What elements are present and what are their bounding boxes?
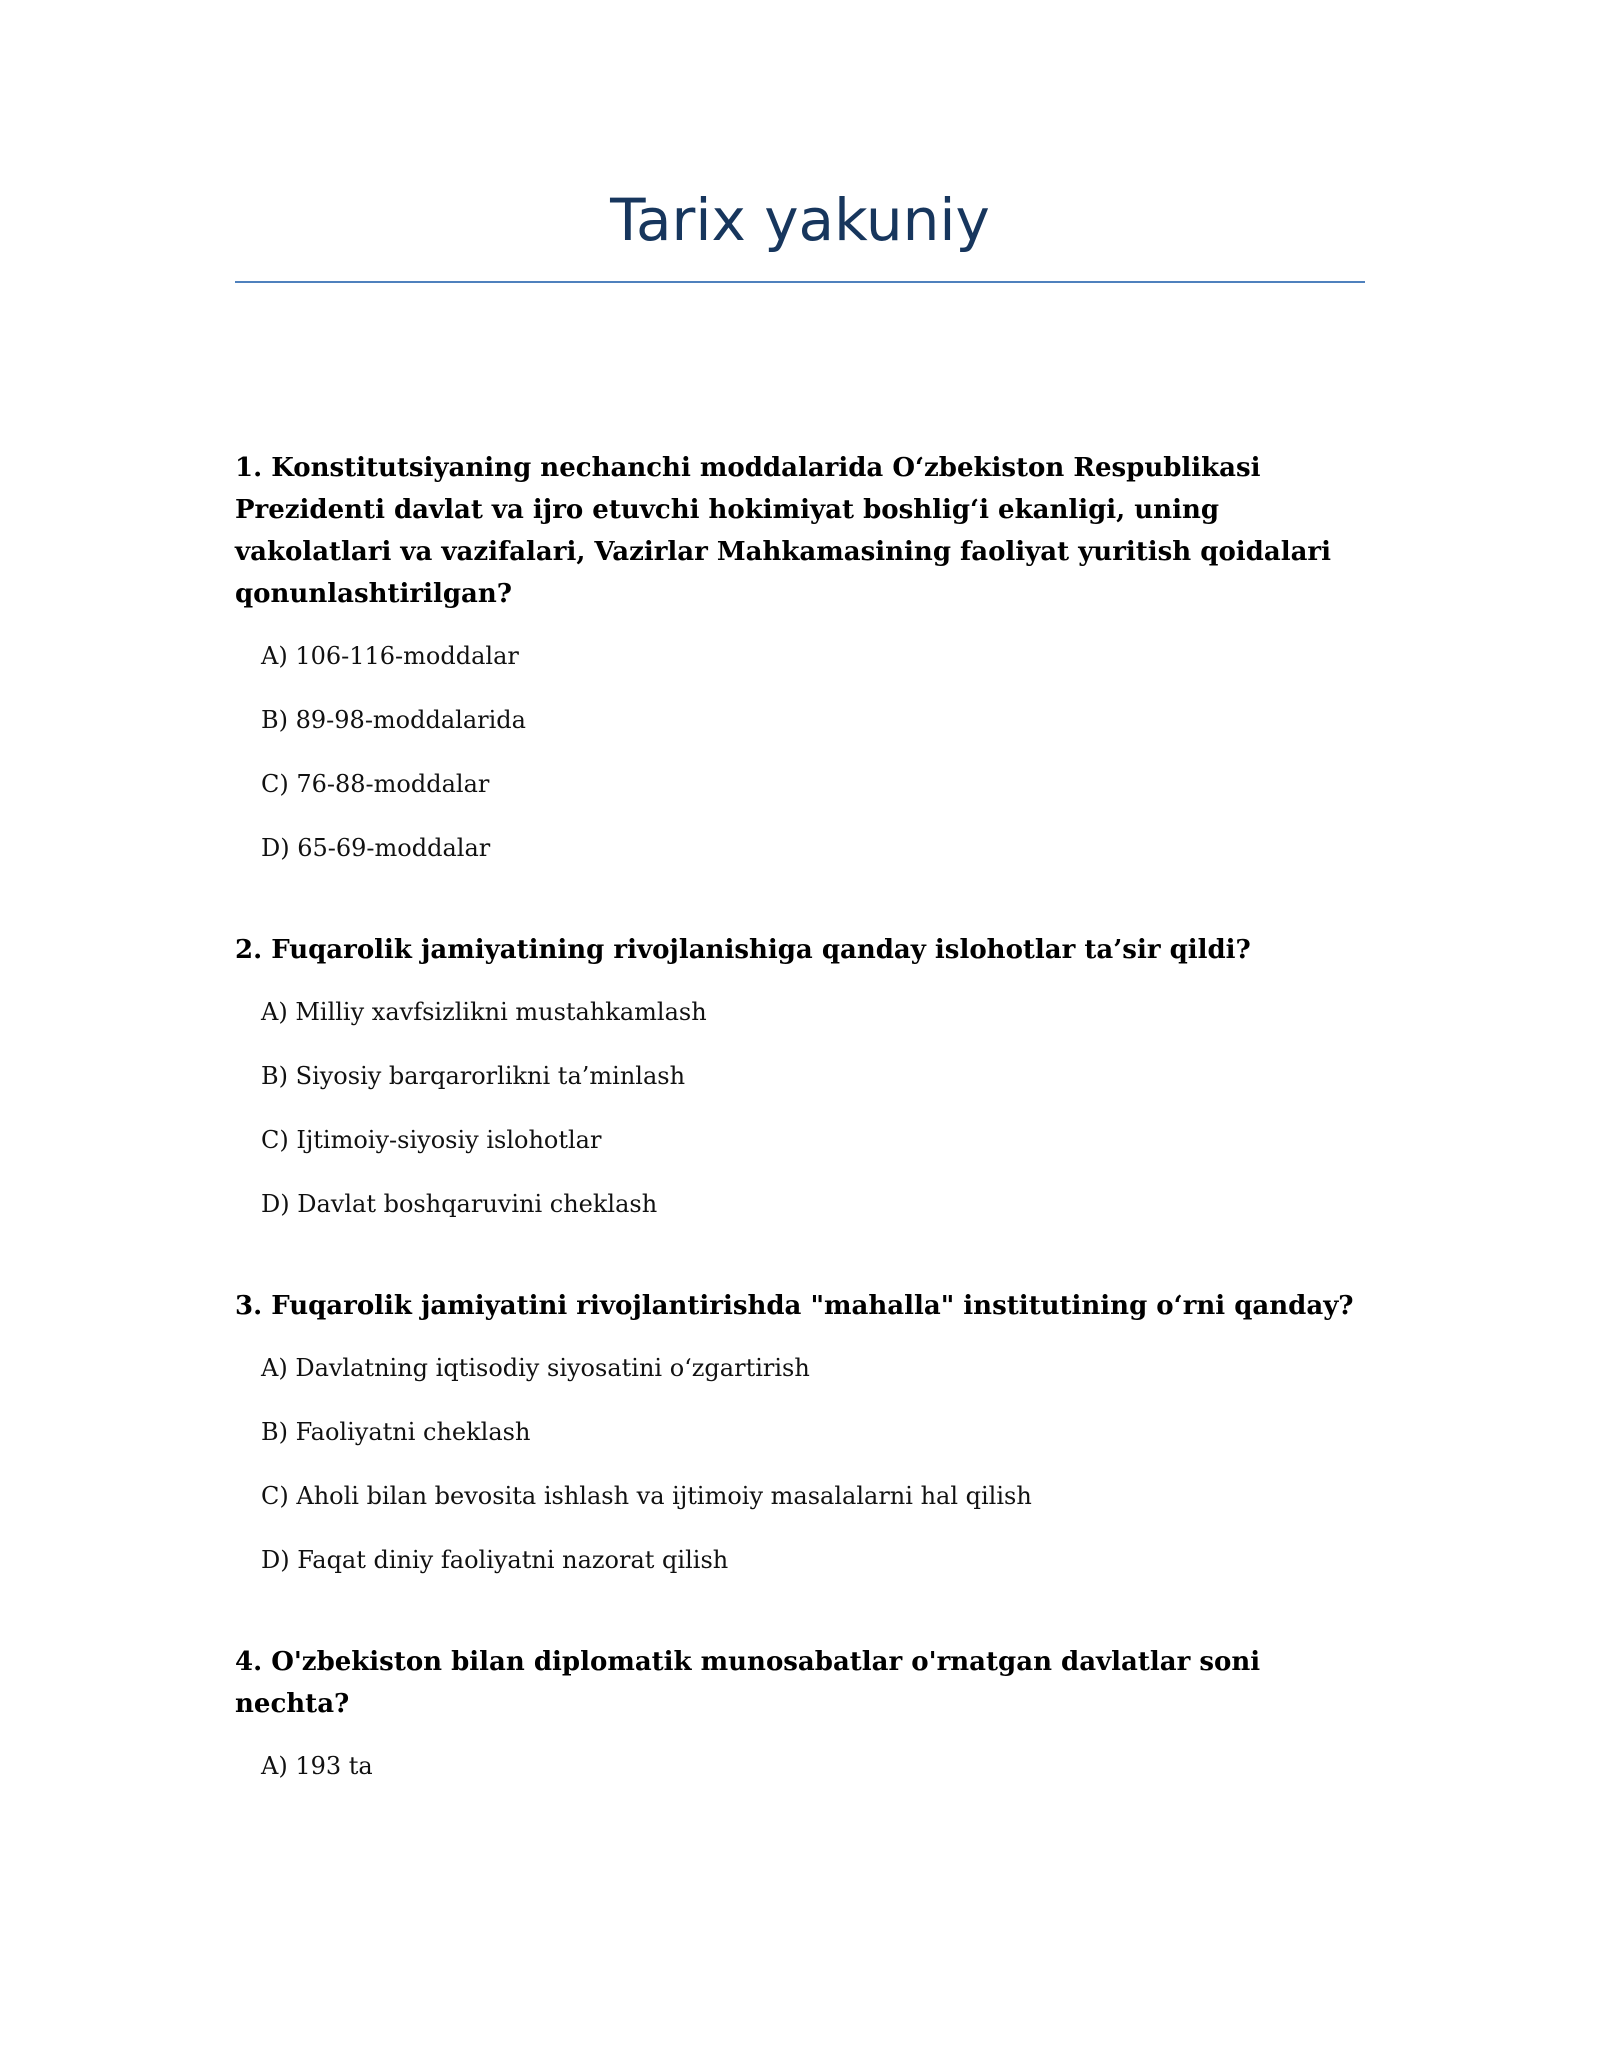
answer-option-d: D) Davlat boshqaruvini cheklash [261,1190,658,1218]
question-list [235,447,1365,1847]
question-4 [235,1641,1365,1785]
question-text: 4. O'zbekiston bilan diplomatik munosabatlar o'rnatgan davlatlar soni nechta? [235,1647,1261,1719]
answer-option-a: A) 106-116-moddalar [261,642,519,670]
answer-option-b: B) 89-98-moddalarida [261,706,526,734]
answer-option-c: C) 76-88-moddalar [261,770,490,798]
answer-option-b: B) Siyosiy barqarorlikni ta’minlash [261,1062,686,1090]
question-text: 3. Fuqarolik jamiyatini rivojlantirishda "mahalla" institutining o‘rni qanday? [235,1291,1354,1321]
answer-option-d: D) Faqat diniy faoliyatni nazorat qilish [261,1546,729,1574]
answer-option-a: A) 193 ta [261,1752,373,1780]
question-text: 2. Fuqarolik jamiyatining rivojlanishiga qanday islohotlar ta’sir qildi? [235,935,1251,965]
question-2 [235,929,1365,1223]
answer-option-a: A) Milliy xavfsizlikni mustahkamlash [261,998,707,1026]
question-text: 1. Konstitutsiyaning nechanchi moddalarida O‘zbekiston Respublikasi Prezidenti davlat va ijro etuvchi hokimiyat boshlig‘i ekanligi, uning vakolatlari va vazifalari, Vazirlar Mahkamasining faoliyat yuritish qoidalari qonunlashtirilgan? [235,453,1331,609]
answer-options [235,637,1365,867]
answer-options [235,1349,1365,1579]
title-underline [235,281,1365,283]
question-1 [235,447,1365,867]
answer-option-c: C) Ijtimoiy-siyosiy islohotlar [261,1126,602,1154]
answer-option-b: B) Faoliyatni cheklash [261,1418,531,1446]
document-title: Tarix yakuniy [610,186,990,254]
question-3 [235,1285,1365,1579]
answer-option-a: A) Davlatning iqtisodiy siyosatini o‘zgartirish [261,1354,810,1382]
answer-option-c: C) Aholi bilan bevosita ishlash va ijtimoiy masalalarni hal qilish [261,1482,1032,1510]
answer-options [235,1747,1365,1785]
answer-option-d: D) 65-69-moddalar [261,834,491,862]
answer-options [235,993,1365,1223]
